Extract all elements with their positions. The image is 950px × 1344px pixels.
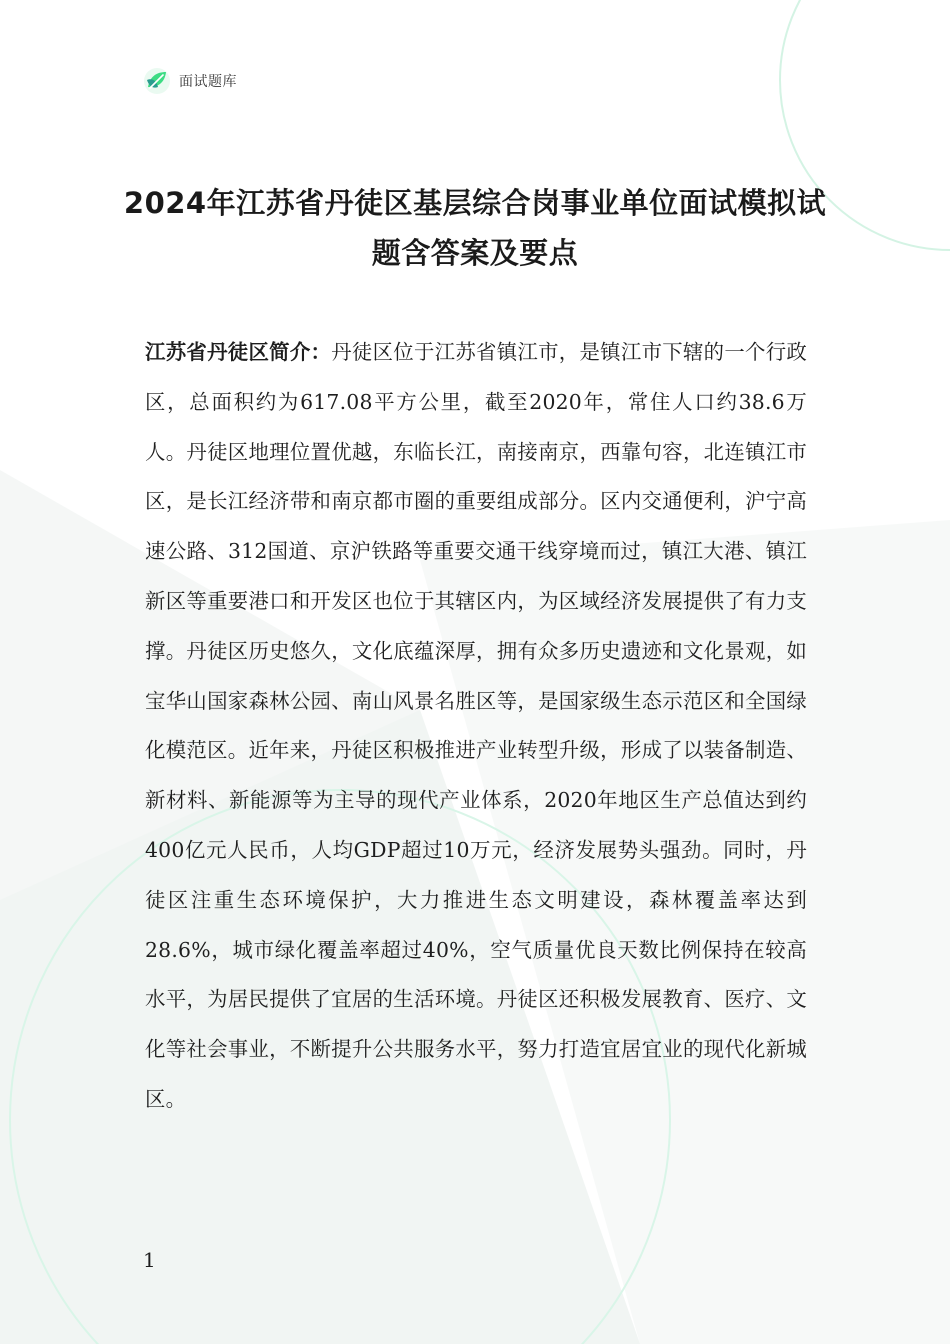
brand-name: 面试题库 [179, 74, 237, 90]
leaf-logo-icon [143, 67, 171, 95]
brand-header [143, 66, 237, 96]
intro-label: 江苏省丹徒区简介： [145, 340, 332, 364]
intro-body: 丹徒区位于江苏省镇江市，是镇江市下辖的一个行政区，总面积约为617.08平方公里，截至2020年，常住人口约38.6万人。丹徒区地理位置优越，东临长江，南接南京，西靠句容，北连镇江市区，是长江经济带和南京都市圈的重要组成部分。区内交通便利，沪宁高速公路、312国道、京沪铁路等重要交通干线穿境而过，镇江大港、镇江新区等重要港口和开发区也位于其辖区内，为区域经济发展提供了有力支撑。丹徒区历史悠久，文化底蕴深厚，拥有众多历史遗迹和文化景观，如宝华山国家森林公园、南山风景名胜区等，是国家级生态示范区和全国绿化模范区。近年来，丹徒区积极推进产业转型升级，形成了以装备制造、新材料、新能源等为主导的现代产业体系，2020年地区生产总值达到约400亿元人民币，人均GDP超过10万元，经济发展势头强劲。同时，丹徒区注重生态环境保护，大力推进生态文明建设，森林覆盖率达到28.6%，城市绿化覆盖率超过40%，空气质量优良天数比例保持在较高水平，为居民提供了宜居的生活环境。丹徒区还积极发展教育、医疗、文化等社会事业，不断提升公共服务水平，努力打造宜居宜业的现代化新城区。 [145, 340, 807, 1111]
intro-paragraph [145, 328, 807, 1125]
page-number: 1 [143, 1248, 156, 1272]
document-title: 2024年江苏省丹徒区基层综合岗事业单位面试模拟试题含答案及要点 [123, 186, 827, 270]
